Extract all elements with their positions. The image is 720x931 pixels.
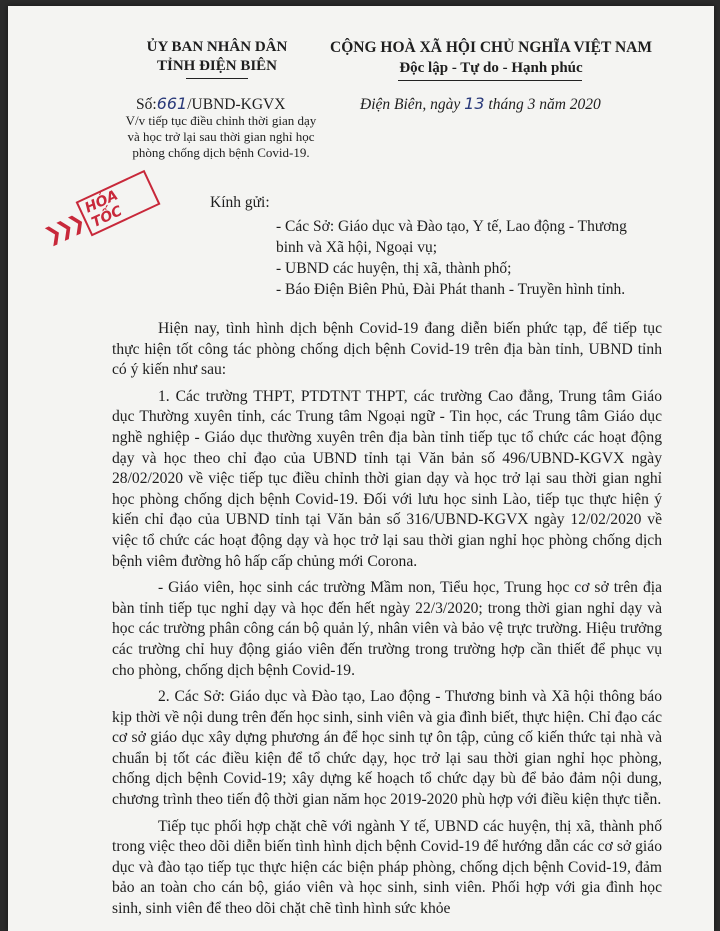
recipient-list bbox=[276, 216, 656, 300]
agency-line-1: ỦY BAN NHÂN DÂN bbox=[146, 39, 288, 55]
subject-line-2: và học trở lại sau thời gian nghỉ học bbox=[127, 129, 315, 144]
document-date bbox=[360, 94, 601, 114]
date-prefix: Điện Biên, ngày bbox=[360, 96, 461, 113]
nation-motto: Độc lập - Tự do - Hạnh phúc bbox=[399, 60, 583, 76]
document-subject bbox=[116, 113, 326, 161]
issuing-agency bbox=[126, 38, 308, 76]
urgent-stamp bbox=[39, 173, 159, 252]
agency-underline bbox=[186, 78, 248, 79]
greeting: Kính gửi: bbox=[210, 194, 270, 211]
national-header bbox=[326, 38, 656, 78]
subject-line-3: phòng chống dịch bệnh Covid-19. bbox=[132, 145, 310, 160]
date-suffix: tháng 3 năm 2020 bbox=[488, 96, 601, 113]
recipient-item: - UBND các huyện, thị xã, thành phố; bbox=[276, 260, 512, 277]
recipient-item: - Báo Điện Biên Phủ, Đài Phát thanh - Truyền hình tỉnh. bbox=[276, 281, 626, 298]
document-number bbox=[136, 94, 285, 114]
document-page bbox=[8, 6, 714, 931]
body-paragraph-intro: Hiện nay, tình hình dịch bệnh Covid-19 đang diễn biến phức tạp, để tiếp tục thực hiện tốt công tác phòng chống dịch bệnh Covid-19 trên địa bàn tỉnh, UBND tỉnh có ý kiến như sau: bbox=[112, 320, 662, 379]
body-paragraph-1b: - Giáo viên, học sinh các trường Mầm non, Tiểu học, Trung học cơ sở trên địa bàn tỉnh tiếp tục nghỉ dạy và học đến hết ngày 22/3/2020; trong thời gian nghỉ dạy và học các trường phân công cán bộ quản lý, nhân viên và bảo vệ trực trường. Hiệu trưởng các trường chỉ huy động giáo viên đến trường trong trường hợp cần thiết để phục vụ cho phòng, chống dịch bệnh Covid-19. bbox=[112, 579, 662, 679]
doc-number-handwritten: 661 bbox=[156, 94, 188, 113]
nation-line-1: CỘNG HOÀ XÃ HỘI CHỦ NGHĨA VIỆT NAM bbox=[330, 39, 652, 56]
agency-line-2: TỈNH ĐIỆN BIÊN bbox=[156, 58, 278, 74]
document-body bbox=[112, 319, 662, 926]
doc-number-prefix: Số: bbox=[136, 96, 157, 113]
stamp-arrows-icon: ❯❯❯ bbox=[40, 209, 86, 248]
doc-number-suffix: /UBND-KGVX bbox=[187, 96, 286, 113]
recipient-item: - Các Sở: Giáo dục và Đào tạo, Y tế, Lao động - Thương binh và Xã hội, Ngoại vụ; bbox=[276, 218, 627, 256]
subject-line-1: V/v tiếp tục điều chỉnh thời gian dạy bbox=[125, 113, 317, 128]
body-paragraph-2b: Tiếp tục phối hợp chặt chẽ với ngành Y tế, UBND các huyện, thị xã, thành phố trong việc theo dõi diễn biến tình hình dịch bệnh Covid-19 để hướng dẫn các cơ sở giáo dục và đào tạo tiếp tục thực hiện các biện pháp phòng, chống dịch bệnh Covid-19, đảm bảo an toàn cho cán bộ, giáo viên và học sinh, sinh viên. Phối hợp với gia đình học sinh, sinh viên để theo dõi chặt chẽ tình hình sức khỏe bbox=[112, 817, 662, 918]
motto-underline bbox=[398, 80, 582, 81]
date-day-handwritten: 13 bbox=[464, 94, 485, 113]
body-paragraph-2: 2. Các Sở: Giáo dục và Đào tạo, Lao động - Thương binh và Xã hội thông báo kịp thời về nội dung trên đến học sinh, sinh viên và gia đình biết, thực hiện. Chỉ đạo các cơ sở giáo dục xây dựng phương án để học sinh tự ôn tập, củng cố kiến thức tại nhà và chuẩn bị tốt các điều kiện để tổ chức dạy, học trở lại sau thời gian nghỉ học phòng, chống dịch bệnh Covid-19; xây dựng kế hoạch tổ chức dạy bù để bảo đảm nội dung, chương trình theo tiến độ thời gian năm học 2019-2020 phù hợp với điều kiện thực tiễn. bbox=[112, 688, 662, 809]
stamp-text: HỎA TỐC bbox=[76, 170, 161, 236]
body-paragraph-1: 1. Các trường THPT, PTDTNT THPT, các trường Cao đẳng, Trung tâm Giáo dục Thường xuyên tỉnh, các Trung tâm Ngoại ngữ - Tin học, các Trung tâm Giáo dục nghề nghiệp - Giáo dục thường xuyên trên địa bàn tỉnh tiếp tục tổ chức các hoạt động dạy và học theo chỉ đạo của UBND tỉnh tại Văn bản số 496/UBND-KGVX ngày 28/02/2020 về việc tiếp tục điều chỉnh thời gian dạy và học trở lại sau thời gian nghỉ học phòng chống dịch bệnh Covid-19. Đối với lưu học sinh Lào, tiếp tục thực hiện ý kiến chỉ đạo của UBND tỉnh tại Văn bản số 316/UBND-KGVX ngày 12/02/2020 về việc tổ chức các hoạt động dạy và học trở lại sau thời gian nghỉ học phòng chống dịch bệnh viêm đường hô hấp cấp chủng mới Corona. bbox=[112, 387, 662, 570]
